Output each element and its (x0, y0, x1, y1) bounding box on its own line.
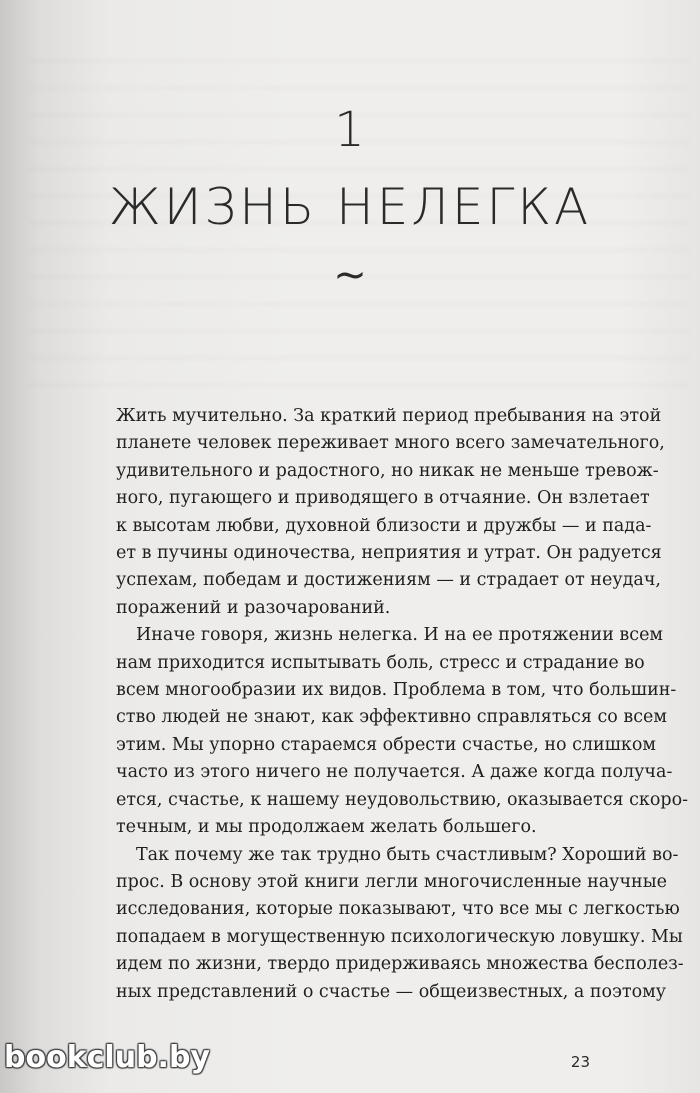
text-line: ство людей не знают, как эффективно справляться со всем (116, 707, 667, 728)
text-line: планете человек переживает много всего замечательного, (116, 433, 665, 454)
watermark-logo: bookclub.by (4, 1040, 210, 1075)
text-line: Так почему же так трудно быть счастливым? Хороший во- (136, 844, 679, 865)
text-line: попадаем в могущественную психологическую ловушку. Мы (116, 926, 683, 947)
text-line: удивительного и радостного, но никак не меньше тревож- (116, 460, 659, 481)
text-line: поражений и разочарований. (116, 597, 391, 618)
page-number: 23 (570, 1053, 590, 1071)
chapter-number: 1 (334, 102, 366, 158)
text-line: течным, и мы продолжаем желать большего. (116, 817, 537, 838)
paragraph (116, 403, 665, 622)
body-text (116, 403, 689, 1006)
text-line: ется, счастье, к нашему неудовольствию, оказывается скоро- (116, 789, 689, 810)
paragraph (116, 842, 684, 1006)
text-line: успехам, победам и достижениям — и страдает от неудач, (116, 570, 661, 591)
text-line: ных представлений о счастье — общеизвестных, а поэтому (116, 981, 667, 1002)
text-line: ет в пучины одиночества, неприятия и утрат. Он радуется (116, 543, 662, 564)
text-line: всем многообразии их видов. Проблема в том, что большин- (116, 680, 677, 701)
paragraph (116, 622, 689, 841)
text-line: идем по жизни, твердо придерживаясь множества бесполез- (116, 954, 684, 975)
text-line: ного, пугающего и приводящего в отчаяние. Он взлетает (116, 488, 650, 509)
text-line: Иначе говоря, жизнь нелегка. И на ее протяжении всем (136, 625, 664, 646)
text-line: исследования, которые показывают, что все мы с легкостью (116, 899, 680, 920)
text-line: часто из этого ничего не получается. А даже когда получа- (116, 762, 673, 783)
text-line: Жить мучительно. За краткий период пребывания на этой (116, 406, 662, 426)
text-line: к высотам любви, духовной близости и дружбы — и пада- (116, 515, 652, 536)
text-line: этим. Мы упорно стараемся обрести счастье, но слишком (116, 734, 657, 755)
tilde-ornament-icon: ~ (333, 252, 367, 298)
text-line: нам приходится испытывать боль, стресс и страдание во (116, 652, 645, 673)
chapter-title: ЖИЗНЬ НЕЛЕГКА (108, 178, 592, 236)
text-line: прос. В основу этой книги легли многочисленные научные (116, 871, 668, 892)
